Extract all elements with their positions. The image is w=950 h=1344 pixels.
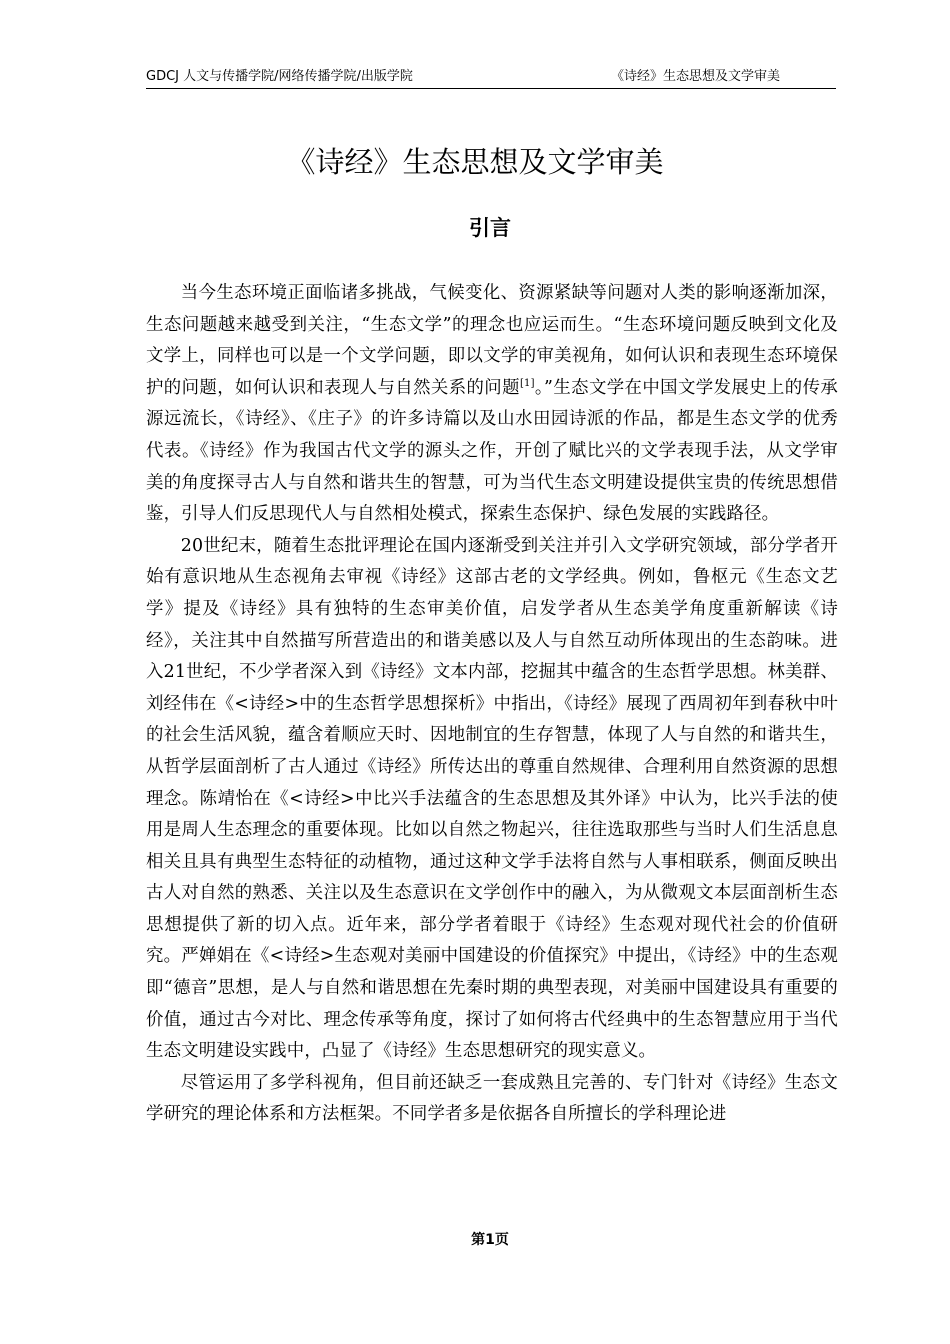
page-number: 第1页	[471, 1232, 509, 1248]
paragraph-3: 尽管运用了多学科视角，但目前还缺乏一套成熟且完善的、专门针对《诗经》生态文学研究的理论体系和方法框架。不同学者多是依据各自所擅长的学科理论进	[146, 1072, 838, 1125]
header-institution: GDCJ 人文与传播学院/网络传播学院/出版学院	[146, 69, 413, 84]
citation-ref[interactable]: [1]	[519, 377, 535, 389]
paragraph-1	[146, 278, 838, 531]
document-title: 《诗经》生态思想及文学审美	[286, 145, 664, 179]
body-text	[146, 278, 838, 1131]
running-header	[146, 68, 836, 89]
header-doc-title: 《诗经》生态思想及文学审美	[610, 69, 780, 84]
paragraph-1-part-b: 。”生态文学在中国文学发展史上的传承源远流长，《诗经》、《庄子》的许多诗篇以及山水田园诗派的作品，都是生态文学的优秀代表。《诗经》作为我国古代文学的源头之作，开创了赋比兴的文学表现手法，从文学审美的角度探寻古人与自然和谐共生的智慧，可为当代生态文明建设提供宝贵的传统思想借鉴，引导人们反思现代人与自然相处模式，探索生态保护、绿色发展的实践路径。	[146, 377, 839, 525]
section-heading: 引言	[469, 216, 511, 240]
paragraph-2: 20世纪末，随着生态批评理论在国内逐渐受到关注并引入文学研究领域，部分学者开始有意识地从生态视角去审视《诗经》这部古老的文学经典。例如，鲁枢元《生态文艺学》提及《诗经》具有独特的生态审美价值，启发学者从生态美学角度重新解读《诗经》，关注其中自然描写所营造出的和谐美感以及人与自然互动所体现出的生态韵味。进入21世纪，不少学者深入到《诗经》文本内部，挖掘其中蕴含的生态哲学思想。林美群、刘经伟在《<诗经>中的生态哲学思想探析》中指出，《诗经》展现了西周初年到春秋中叶的社会生活风貌，蕴含着顺应天时、因地制宜的生存智慧，体现了人与自然的和谐共生，从哲学层面剖析了古人通过《诗经》所传达出的尊重自然规律、合理利用自然资源的思想理念。陈靖怡在《<诗经>中比兴手法蕴含的生态思想及其外译》中认为，比兴手法的使用是周人生态理念的重要体现。比如以自然之物起兴，往往选取那些与当时人们生活息息相关且具有典型生态特征的动植物，通过这种文学手法将自然与人事相联系，侧面反映出古人对自然的熟悉、关注以及生态意识在文学创作中的融入，为从微观文本层面剖析生态思想提供了新的切入点。近年来，部分学者着眼于《诗经》生态观对现代社会的价值研究。严婵娟在《<诗经>生态观对美丽中国建设的价值探究》中提出，《诗经》中的生态观即“德音”思想，是人与自然和谐思想在先秦时期的典型表现，对美丽中国建设具有重要的价值，通过古今对比、理念传承等角度，探讨了如何将古代经典中的生态智慧应用于当代生态文明建设实践中，凸显了《诗经》生态思想研究的现实意义。	[146, 535, 838, 1062]
paragraph-1-part-a: 当今生态环境正面临诸多挑战，气候变化、资源紧缺等问题对人类的影响逐渐加深，生态问题越来越受到关注，“生态文学”的理念也应运而生。“生态环境问题反映到文化及文学上，同样也可以是一个文学问题，即以文学的审美视角，如何认识和表现生态环境保护的问题，如何认识和表现人与自然关系的问题	[146, 283, 838, 398]
